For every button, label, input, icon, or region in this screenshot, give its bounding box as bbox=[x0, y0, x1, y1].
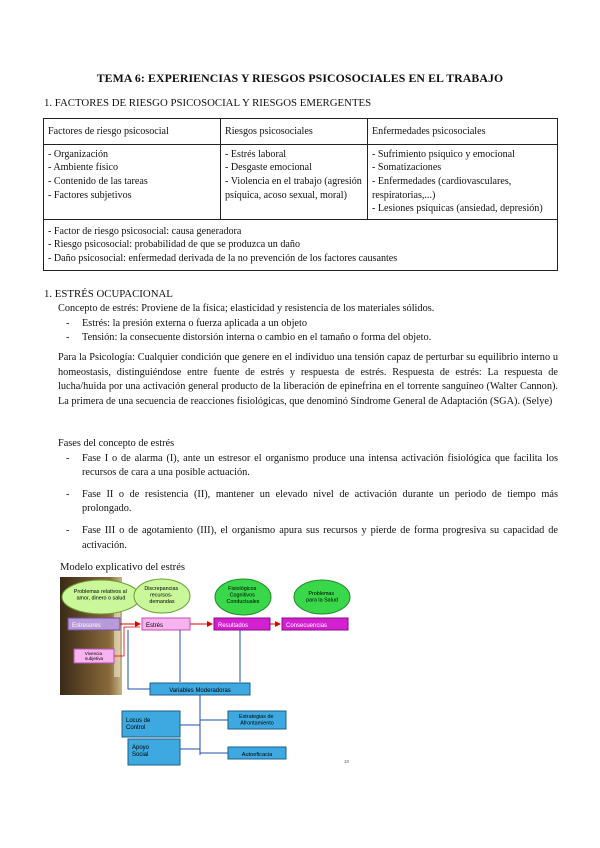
box-line: Locus de bbox=[126, 718, 151, 724]
list-item: - Factores subjetivos bbox=[48, 189, 132, 201]
stress-concept bbox=[58, 302, 558, 346]
oval-line: demandas bbox=[149, 599, 175, 605]
box-label: Variables Moderadoras bbox=[169, 688, 231, 694]
box-label: Autoeficacia bbox=[241, 752, 273, 758]
table-cell-factors bbox=[44, 144, 221, 219]
box-label bbox=[239, 714, 275, 727]
oval-line: Fisiológicos bbox=[228, 586, 257, 592]
list-item: - Lesiones psíquicas (ansiedad, depresión) bbox=[372, 203, 543, 215]
box-line: Control bbox=[126, 725, 146, 731]
note-line: - Daño psicosocial: enfermedad derivada de la no prevención de los factores causantes bbox=[48, 253, 398, 264]
stress-model-svg bbox=[60, 577, 356, 767]
oval-text bbox=[227, 586, 260, 605]
list-item: - Fase II o de resistencia (II), mantener un elevado nivel de activación durante un periodo de tiempo más prolongado. bbox=[58, 488, 558, 517]
box-label: Consecuencias bbox=[286, 623, 328, 629]
oval-text bbox=[306, 591, 338, 604]
list-item: - Fase I o de alarma (I), ante un estresor el organismo produce una intensa activación fisiológica que facilita los recursos de cara a una posible actuación. bbox=[58, 452, 558, 481]
list-item: - Ambiente físico bbox=[48, 162, 119, 174]
oval-line: amor, dinero o salud bbox=[76, 595, 126, 602]
list-item: - Enfermedades (cardiovasculares, respiratorias,...) bbox=[372, 175, 512, 201]
box-label bbox=[85, 651, 104, 661]
model-heading: Modelo explicativo del estrés bbox=[60, 562, 186, 573]
list-item: - Sufrimiento psíquico y emocional bbox=[372, 148, 515, 160]
slide-number: 10 bbox=[344, 759, 350, 764]
document-title: TEMA 6: EXPERIENCIAS Y RIESGOS PSICOSOCIALES EN EL TRABAJO bbox=[96, 71, 504, 85]
box-line: Afrontamiento bbox=[240, 720, 274, 727]
oval-line: Discrepancias bbox=[144, 586, 179, 592]
phases-heading: Fases del concepto de estrés bbox=[58, 438, 175, 449]
box-label: Resultados bbox=[218, 623, 249, 629]
box-line: subjetiva bbox=[84, 656, 104, 661]
section-1-heading: 1. FACTORES DE RIESGO PSICOSOCIAL Y RIESGOS EMERGENTES bbox=[44, 97, 372, 109]
note-line: - Factor de riesgo psicosocial: causa generadora bbox=[48, 225, 242, 237]
box-locus bbox=[122, 711, 180, 737]
oval-line: Conductuales bbox=[226, 599, 260, 605]
stress-phases bbox=[58, 437, 558, 560]
oval-line: Cognitivos bbox=[229, 592, 255, 599]
box-line: Social bbox=[132, 752, 149, 758]
list-item: - Violencia en el trabajo (agresión psíquica, acoso sexual, moral) bbox=[225, 175, 362, 201]
section-2-heading: 1. ESTRÉS OCUPACIONAL bbox=[44, 288, 173, 300]
oval-line: Problemas bbox=[308, 591, 335, 597]
list-item: - Estrés laboral bbox=[225, 148, 287, 160]
psychology-paragraph: Para la Psicología: Cualquier condición que genere en el individuo una tensión capaz de perturbar su equilibrio interno u homeostasis, distinguiéndose entre fuente de estrés y respuesta de estrés. Respuesta de estrés: La respuesta de lucha/huida por una activación general producto de la liberación de epinefrina en el torrente sanguíneo (Walter Cannon). La primera de una secuencia de reacciones fisiológicas, que denominó Síndrome General de Adaptación (SGA). (Selye) bbox=[58, 352, 558, 407]
box-label bbox=[132, 745, 151, 758]
oval-line: recursos- bbox=[150, 592, 173, 599]
box-line: Apoyo bbox=[132, 745, 150, 751]
stress-model-diagram bbox=[60, 577, 356, 767]
risk-factors-table bbox=[43, 118, 558, 271]
table-cell-diseases bbox=[368, 144, 558, 219]
box-label: Estrés bbox=[146, 623, 164, 629]
list-item: - Estrés: la presión externa o fuerza aplicada a un objeto bbox=[58, 317, 558, 332]
oval-text bbox=[74, 589, 129, 602]
connector bbox=[128, 630, 150, 689]
list-item: - Desgaste emocional bbox=[225, 162, 312, 174]
list-item: - Organización bbox=[48, 148, 109, 160]
note-line: - Riesgo psicosocial: probabilidad de que se produzca un daño bbox=[48, 239, 300, 251]
oval-line: para la Salud bbox=[306, 597, 338, 604]
box-line: Vivencia bbox=[84, 651, 102, 656]
list-item: - Somatizaciones bbox=[372, 162, 442, 174]
table-notes bbox=[44, 219, 558, 270]
table-header: Enfermedades psicosociales bbox=[368, 119, 558, 145]
oval-line: Problemas relativos al bbox=[73, 589, 127, 595]
box-label: Estresores bbox=[72, 623, 101, 629]
list-item: - Fase III o de agotamiento (III), el organismo apura sus recursos y pierde de forma progresiva su capacidad de activación. bbox=[58, 524, 558, 553]
table-header: Riesgos psicosociales bbox=[221, 119, 368, 145]
box-line: Estrategias de bbox=[239, 714, 274, 720]
list-item: - Contenido de las tareas bbox=[48, 175, 148, 187]
table-header: Factores de riesgo psicosocial bbox=[44, 119, 221, 145]
table-cell-risks bbox=[221, 144, 368, 219]
concept-intro: Concepto de estrés: Proviene de la física; elasticidad y resistencia de los materiales sólidos. bbox=[58, 303, 435, 314]
list-item: - Tensión: la consecuente distorsión interna o cambio en el tamaño o forma del objeto. bbox=[58, 331, 558, 346]
